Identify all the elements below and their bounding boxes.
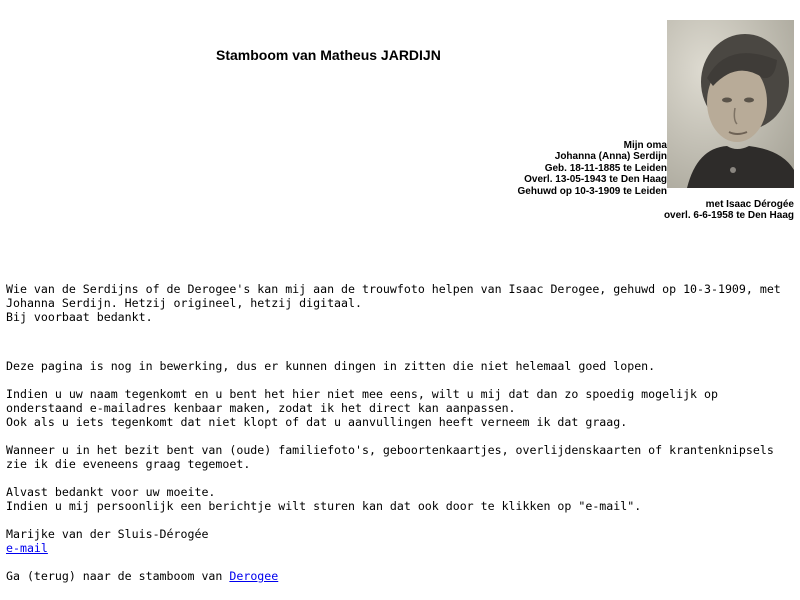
author-name: Marijke van der Sluis-Dérogée — [6, 527, 209, 541]
thanks-text: Alvast bedankt voor uw moeite. — [6, 485, 216, 499]
in-progress-notice: Deze pagina is nog in bewerking, dus er kunnen dingen in zitten die niet helemaal goed lopen. — [6, 359, 656, 373]
main-content — [6, 282, 796, 583]
photo-caption-left — [518, 140, 667, 197]
email-link[interactable]: e-mail — [6, 541, 48, 555]
caption-line: met Isaac Dérogée — [705, 199, 794, 210]
thanks-paragraph — [6, 485, 796, 513]
back-text: Ga (terug) naar de stamboom van — [6, 569, 230, 583]
request-text: Wie van de Serdijns of de Derogee's kan mij aan de trouwfoto helpen van Isaac Derogee, gehuwd op 10-3-1909, met Johanna Serdijn. Hetzij origineel, hetzij digitaal. — [6, 282, 788, 310]
caption-line: Gehuwd op 10-3-1909 te Leiden — [517, 185, 667, 197]
caption-line: Overl. 13-05-1943 te Den Haag — [524, 174, 667, 186]
signature-block — [6, 527, 796, 555]
request-thanks: Bij voorbaat bedankt. — [6, 310, 153, 324]
caption-line: overl. 6-6-1958 te Den Haag — [663, 210, 794, 222]
derogee-tree-link[interactable]: Derogee — [229, 569, 279, 583]
contact-text: Indien u mij persoonlijk een berichtje wilt sturen kan dat ook door te klikken op "e-mail". — [6, 499, 642, 513]
photo-caption-right — [664, 199, 794, 222]
caption-line: Geb. 18-11-1885 te Leiden — [544, 162, 667, 174]
caption-line: Johanna (Anna) Serdijn — [554, 151, 667, 163]
correction-text-extra: Ook als u iets tegenkomt dat niet klopt of dat u aanvullingen heeft verneem ik dat graag. — [6, 415, 628, 429]
correction-paragraph — [6, 387, 796, 429]
correction-text: Indien u uw naam tegenkomt en u bent het hier niet mee eens, wilt u mij dat dan zo spoedig mogelijk op onderstaand e-mailadres kenbaar maken, zodat ik het direct kan aanpassen. — [6, 387, 725, 415]
page-title: Stamboom van Matheus JARDIJN — [216, 47, 441, 63]
portrait-image — [667, 20, 794, 188]
back-paragraph — [6, 569, 796, 583]
portrait-photo — [667, 20, 794, 188]
caption-line: Mijn oma — [623, 140, 667, 151]
request-paragraph — [6, 282, 796, 324]
photos-request-paragraph: Wanneer u in het bezit bent van (oude) familiefoto's, geboortenkaartjes, overlijdenskaarten of krantenknipsels zie ik die eveneens graag tegemoet. — [6, 443, 781, 471]
